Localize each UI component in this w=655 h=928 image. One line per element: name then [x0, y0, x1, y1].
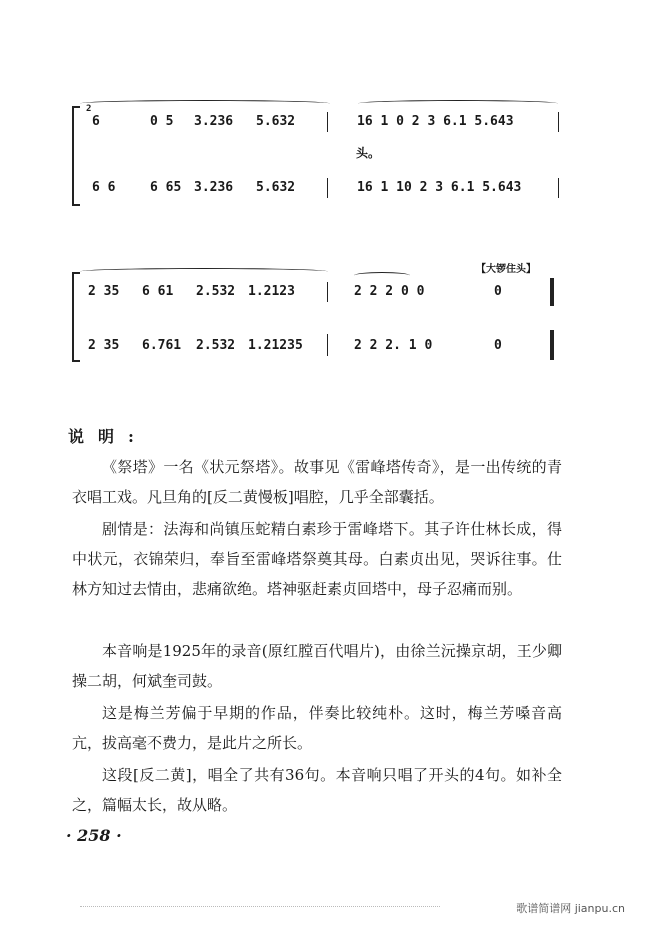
- note-cell: 5.632: [256, 180, 296, 195]
- note-cell: 2.532: [196, 284, 236, 299]
- note-cell: 6: [92, 114, 100, 129]
- note-cell: 0: [494, 284, 502, 299]
- slur: [354, 272, 410, 279]
- scan-artifact-divider: [80, 906, 440, 913]
- note-cell: 6 6: [92, 180, 116, 195]
- system-brace: [72, 272, 80, 362]
- note-cell: 0: [494, 338, 502, 353]
- watermark: 歌谱简谱网 jianpu.cn: [516, 902, 625, 915]
- paragraph-4: 这是梅兰芳偏于早期的作品，伴奏比较纯朴。这时，梅兰芳嗓音高亢，拔高毫不费力，是此片之所长。: [72, 704, 562, 752]
- slur: [358, 100, 558, 107]
- slur: [80, 100, 330, 107]
- barline: [558, 178, 559, 198]
- system-brace: [72, 106, 80, 206]
- slur: [80, 268, 328, 275]
- score-system-1: [72, 96, 562, 206]
- note-cell: 16 1 10 2 3 6.1 5.643: [357, 180, 522, 195]
- note-cell: 2 35: [88, 338, 120, 353]
- lyric: 头。: [356, 146, 381, 160]
- note-cell: 2 2 2. 1 0: [354, 338, 433, 353]
- note-cell: 5.632: [256, 114, 296, 129]
- note-cell: 2 35: [88, 284, 120, 299]
- score-system-2: [72, 256, 562, 366]
- barline: [558, 112, 559, 132]
- page-number: · 258 ·: [66, 826, 122, 845]
- barline: [327, 178, 328, 198]
- note-cell: 16 1 0 2 3 6.1 5.643: [357, 114, 514, 129]
- final-barline: [550, 278, 554, 306]
- note-cell: 1.2123: [248, 284, 295, 299]
- note-cell: 2.532: [196, 338, 236, 353]
- percussion-cue: 【大锣住头】: [476, 264, 536, 275]
- paragraph-1: 《祭塔》一名《状元祭塔》。故事见《雷峰塔传奇》，是一出传统的青衣唱工戏。凡旦角的[反二黄慢板]唱腔，几乎全部囊括。: [72, 458, 562, 506]
- note-cell: 6.761: [142, 338, 182, 353]
- paragraph-2: 剧情是：法海和尚镇压蛇精白素珍于雷峰塔下。其子许仕林长成，得中状元，衣锦荣归，奉旨至雷峰塔祭奠其母。白素贞出见，哭诉往事。仕林方知过去情由，悲痛欲绝。塔神驱赶素贞回塔中，母子忍痛而别。: [72, 520, 562, 598]
- note-cell: 0 5: [150, 114, 174, 129]
- final-barline: [550, 330, 554, 360]
- barline: [327, 282, 328, 302]
- note-cell: 2 2 2 0 0: [354, 284, 425, 299]
- note-cell: 6 61: [142, 284, 174, 299]
- barline: [327, 112, 328, 132]
- note-cell: 1.21235: [248, 338, 303, 353]
- note-cell: 3.236: [194, 180, 234, 195]
- grace-note: 2: [86, 104, 92, 114]
- note-cell: 6 65: [150, 180, 182, 195]
- paragraph-3: 本音响是1925年的录音(原红膛百代唱片)，由徐兰沅操京胡，王少卿操二胡，何斌奎司鼓。: [72, 642, 562, 690]
- paragraph-5: 这段[反二黄]，唱全了共有36句。本音响只唱了开头的4句。如补全之，篇幅太长，故从略。: [72, 766, 562, 814]
- barline: [327, 334, 328, 356]
- note-cell: 3.236: [194, 114, 234, 129]
- explanation-heading: 说明:: [68, 427, 148, 446]
